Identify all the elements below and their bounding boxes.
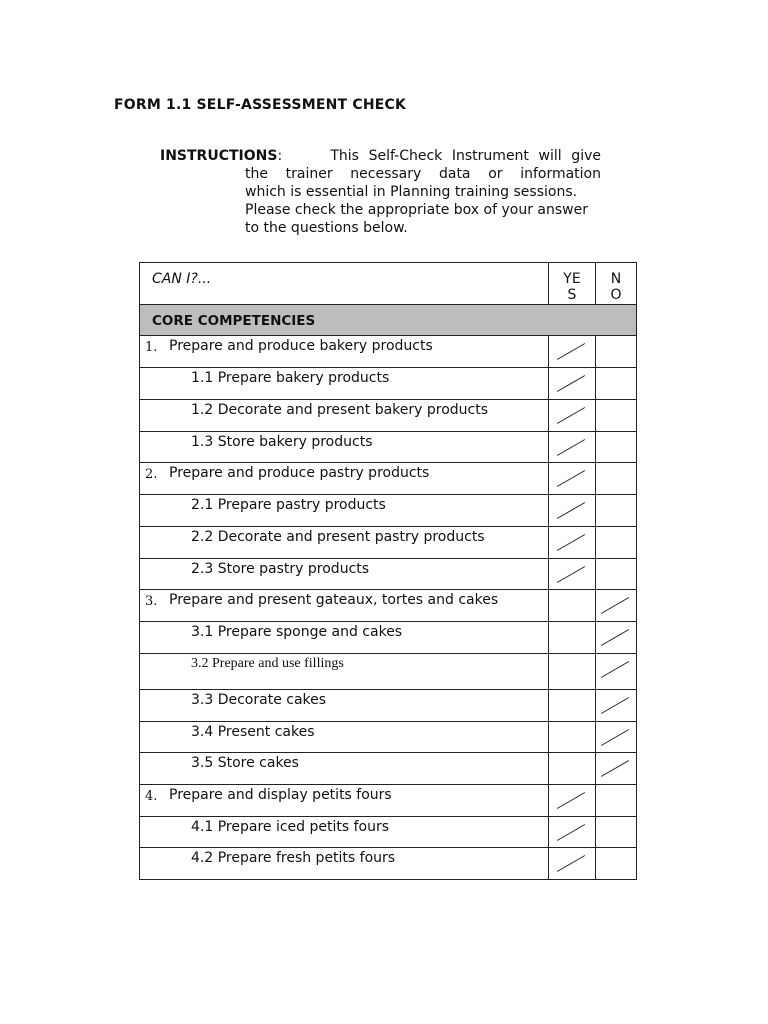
yes-checkbox-cell[interactable] [549, 654, 596, 690]
check-mark-icon [557, 534, 585, 551]
table-header-row [140, 263, 637, 305]
yes-checkbox-cell[interactable] [549, 432, 596, 463]
no-checkbox-cell[interactable] [596, 495, 637, 527]
table-row [140, 654, 637, 690]
question-label: Prepare and display petits fours [169, 787, 392, 803]
check-mark-icon [601, 597, 629, 614]
main-question [140, 336, 548, 355]
question-label: Prepare and produce bakery products [169, 338, 433, 354]
table-row [140, 590, 637, 622]
instructions-line3: which is essential in Planning training sessions. [245, 184, 578, 200]
check-mark-icon [557, 407, 585, 424]
header-no-label [596, 263, 636, 303]
question-cell [140, 463, 549, 495]
question-cell [140, 753, 549, 785]
sub-question-label: 1.1 Prepare bakery products [191, 370, 390, 386]
yes-checkbox-cell[interactable] [549, 690, 596, 722]
no-checkbox-cell[interactable] [596, 463, 637, 495]
section-cell [140, 305, 637, 336]
check-mark-icon [601, 760, 629, 777]
check-mark-icon [557, 375, 585, 392]
sub-question-label: 2.3 Store pastry products [191, 561, 370, 577]
yes-checkbox-cell[interactable] [549, 590, 596, 622]
no-checkbox-cell[interactable] [596, 432, 637, 463]
no-checkbox-cell[interactable] [596, 722, 637, 753]
question-cell [140, 400, 549, 432]
question-cell [140, 817, 549, 848]
question-cell [140, 590, 549, 622]
main-question [140, 590, 548, 609]
header-no-line1: N [610, 271, 622, 287]
no-checkbox-cell[interactable] [596, 848, 637, 880]
check-mark-icon [601, 697, 629, 714]
no-checkbox-cell[interactable] [596, 753, 637, 785]
no-checkbox-cell[interactable] [596, 527, 637, 559]
question-cell [140, 559, 549, 590]
sub-question-label: 3.3 Decorate cakes [191, 692, 327, 708]
check-mark-icon [601, 629, 629, 646]
table-row [140, 690, 637, 722]
sub-question-label: 1.2 Decorate and present bakery products [191, 402, 489, 418]
instructions-line1-text: This Self-Check Instrument will give [330, 148, 601, 164]
question-cell [140, 690, 549, 722]
question-cell [140, 722, 549, 753]
instructions-label: INSTRUCTIONS [160, 148, 278, 164]
table-row [140, 848, 637, 880]
question-cell [140, 336, 549, 368]
check-mark-icon [557, 855, 585, 872]
question-number: 2. [145, 467, 158, 482]
header-yes-cell [549, 263, 596, 305]
check-mark-icon [557, 824, 585, 841]
sub-question-label: 2.1 Prepare pastry products [191, 497, 386, 513]
question-number: 4. [145, 789, 158, 804]
yes-checkbox-cell[interactable] [549, 753, 596, 785]
header-no-cell [596, 263, 637, 305]
instructions-line4: Please check the appropriate box of your answer [245, 202, 588, 218]
instructions-line5: to the questions below. [245, 220, 408, 236]
check-mark-icon [557, 792, 585, 809]
yes-checkbox-cell[interactable] [549, 368, 596, 400]
header-yes-label [549, 263, 595, 303]
question-cell [140, 848, 549, 880]
question-cell [140, 368, 549, 400]
main-question [140, 463, 548, 482]
no-checkbox-cell[interactable] [596, 785, 637, 817]
table-row [140, 336, 637, 368]
table-row [140, 432, 637, 463]
no-checkbox-cell[interactable] [596, 400, 637, 432]
table-row [140, 559, 637, 590]
section-title: CORE COMPETENCIES [152, 313, 316, 329]
check-mark-icon [557, 470, 585, 487]
header-no-line2: O [610, 287, 622, 303]
sub-question-label: 3.2 Prepare and use fillings [191, 656, 344, 671]
question-number: 1. [145, 340, 158, 355]
check-mark-icon [557, 343, 585, 360]
instructions-colon: : [277, 148, 283, 164]
question-label: Prepare and produce pastry products [169, 465, 430, 481]
table-row [140, 785, 637, 817]
yes-checkbox-cell[interactable] [549, 722, 596, 753]
table-row [140, 463, 637, 495]
table-row [140, 527, 637, 559]
section-row [140, 305, 637, 336]
sub-question-label: 3.1 Prepare sponge and cakes [191, 624, 403, 640]
yes-checkbox-cell[interactable] [549, 622, 596, 654]
sub-question-label: 3.5 Store cakes [191, 755, 299, 771]
check-mark-icon [601, 661, 629, 678]
question-cell [140, 622, 549, 654]
yes-checkbox-cell[interactable] [549, 785, 596, 817]
main-question [140, 785, 548, 804]
no-checkbox-cell[interactable] [596, 559, 637, 590]
check-mark-icon [557, 502, 585, 519]
yes-checkbox-cell[interactable] [549, 336, 596, 368]
no-checkbox-cell[interactable] [596, 817, 637, 848]
yes-checkbox-cell[interactable] [549, 463, 596, 495]
check-mark-icon [557, 566, 585, 583]
sub-question-label: 1.3 Store bakery products [191, 434, 373, 450]
question-cell [140, 495, 549, 527]
yes-checkbox-cell[interactable] [549, 495, 596, 527]
table-row [140, 722, 637, 753]
instructions-block [160, 147, 601, 237]
question-cell [140, 527, 549, 559]
yes-checkbox-cell[interactable] [549, 817, 596, 848]
header-question-cell [140, 263, 549, 305]
no-checkbox-cell[interactable] [596, 690, 637, 722]
instructions-first-line [160, 147, 601, 165]
instructions-body [245, 165, 601, 237]
yes-checkbox-cell[interactable] [549, 848, 596, 880]
table-row [140, 622, 637, 654]
self-check-table [139, 262, 637, 880]
form-title: FORM 1.1 SELF-ASSESSMENT CHECK [114, 97, 407, 113]
no-checkbox-cell[interactable] [596, 654, 637, 690]
header-yes-line2: S [567, 287, 577, 303]
check-mark-icon [601, 729, 629, 746]
instructions-line2: the trainer necessary data or information [245, 166, 601, 182]
sub-question-label: 4.2 Prepare fresh petits fours [191, 850, 396, 866]
sub-question-label: 2.2 Decorate and present pastry products [191, 529, 485, 545]
table-row [140, 368, 637, 400]
table-row [140, 495, 637, 527]
no-checkbox-cell[interactable] [596, 622, 637, 654]
question-label: Prepare and present gateaux, tortes and cakes [169, 592, 499, 608]
no-checkbox-cell[interactable] [596, 368, 637, 400]
yes-checkbox-cell[interactable] [549, 559, 596, 590]
table-row [140, 753, 637, 785]
question-number: 3. [145, 594, 158, 609]
header-question-label: CAN I?... [152, 271, 212, 287]
question-cell [140, 654, 549, 690]
no-checkbox-cell[interactable] [596, 590, 637, 622]
header-yes-line1: YE [563, 271, 581, 287]
no-checkbox-cell[interactable] [596, 336, 637, 368]
sub-question-label: 3.4 Present cakes [191, 724, 315, 740]
check-mark-icon [557, 439, 585, 456]
table-row [140, 400, 637, 432]
table-row [140, 817, 637, 848]
sub-question-label: 4.1 Prepare iced petits fours [191, 819, 390, 835]
question-cell [140, 432, 549, 463]
yes-checkbox-cell[interactable] [549, 400, 596, 432]
question-cell [140, 785, 549, 817]
yes-checkbox-cell[interactable] [549, 527, 596, 559]
